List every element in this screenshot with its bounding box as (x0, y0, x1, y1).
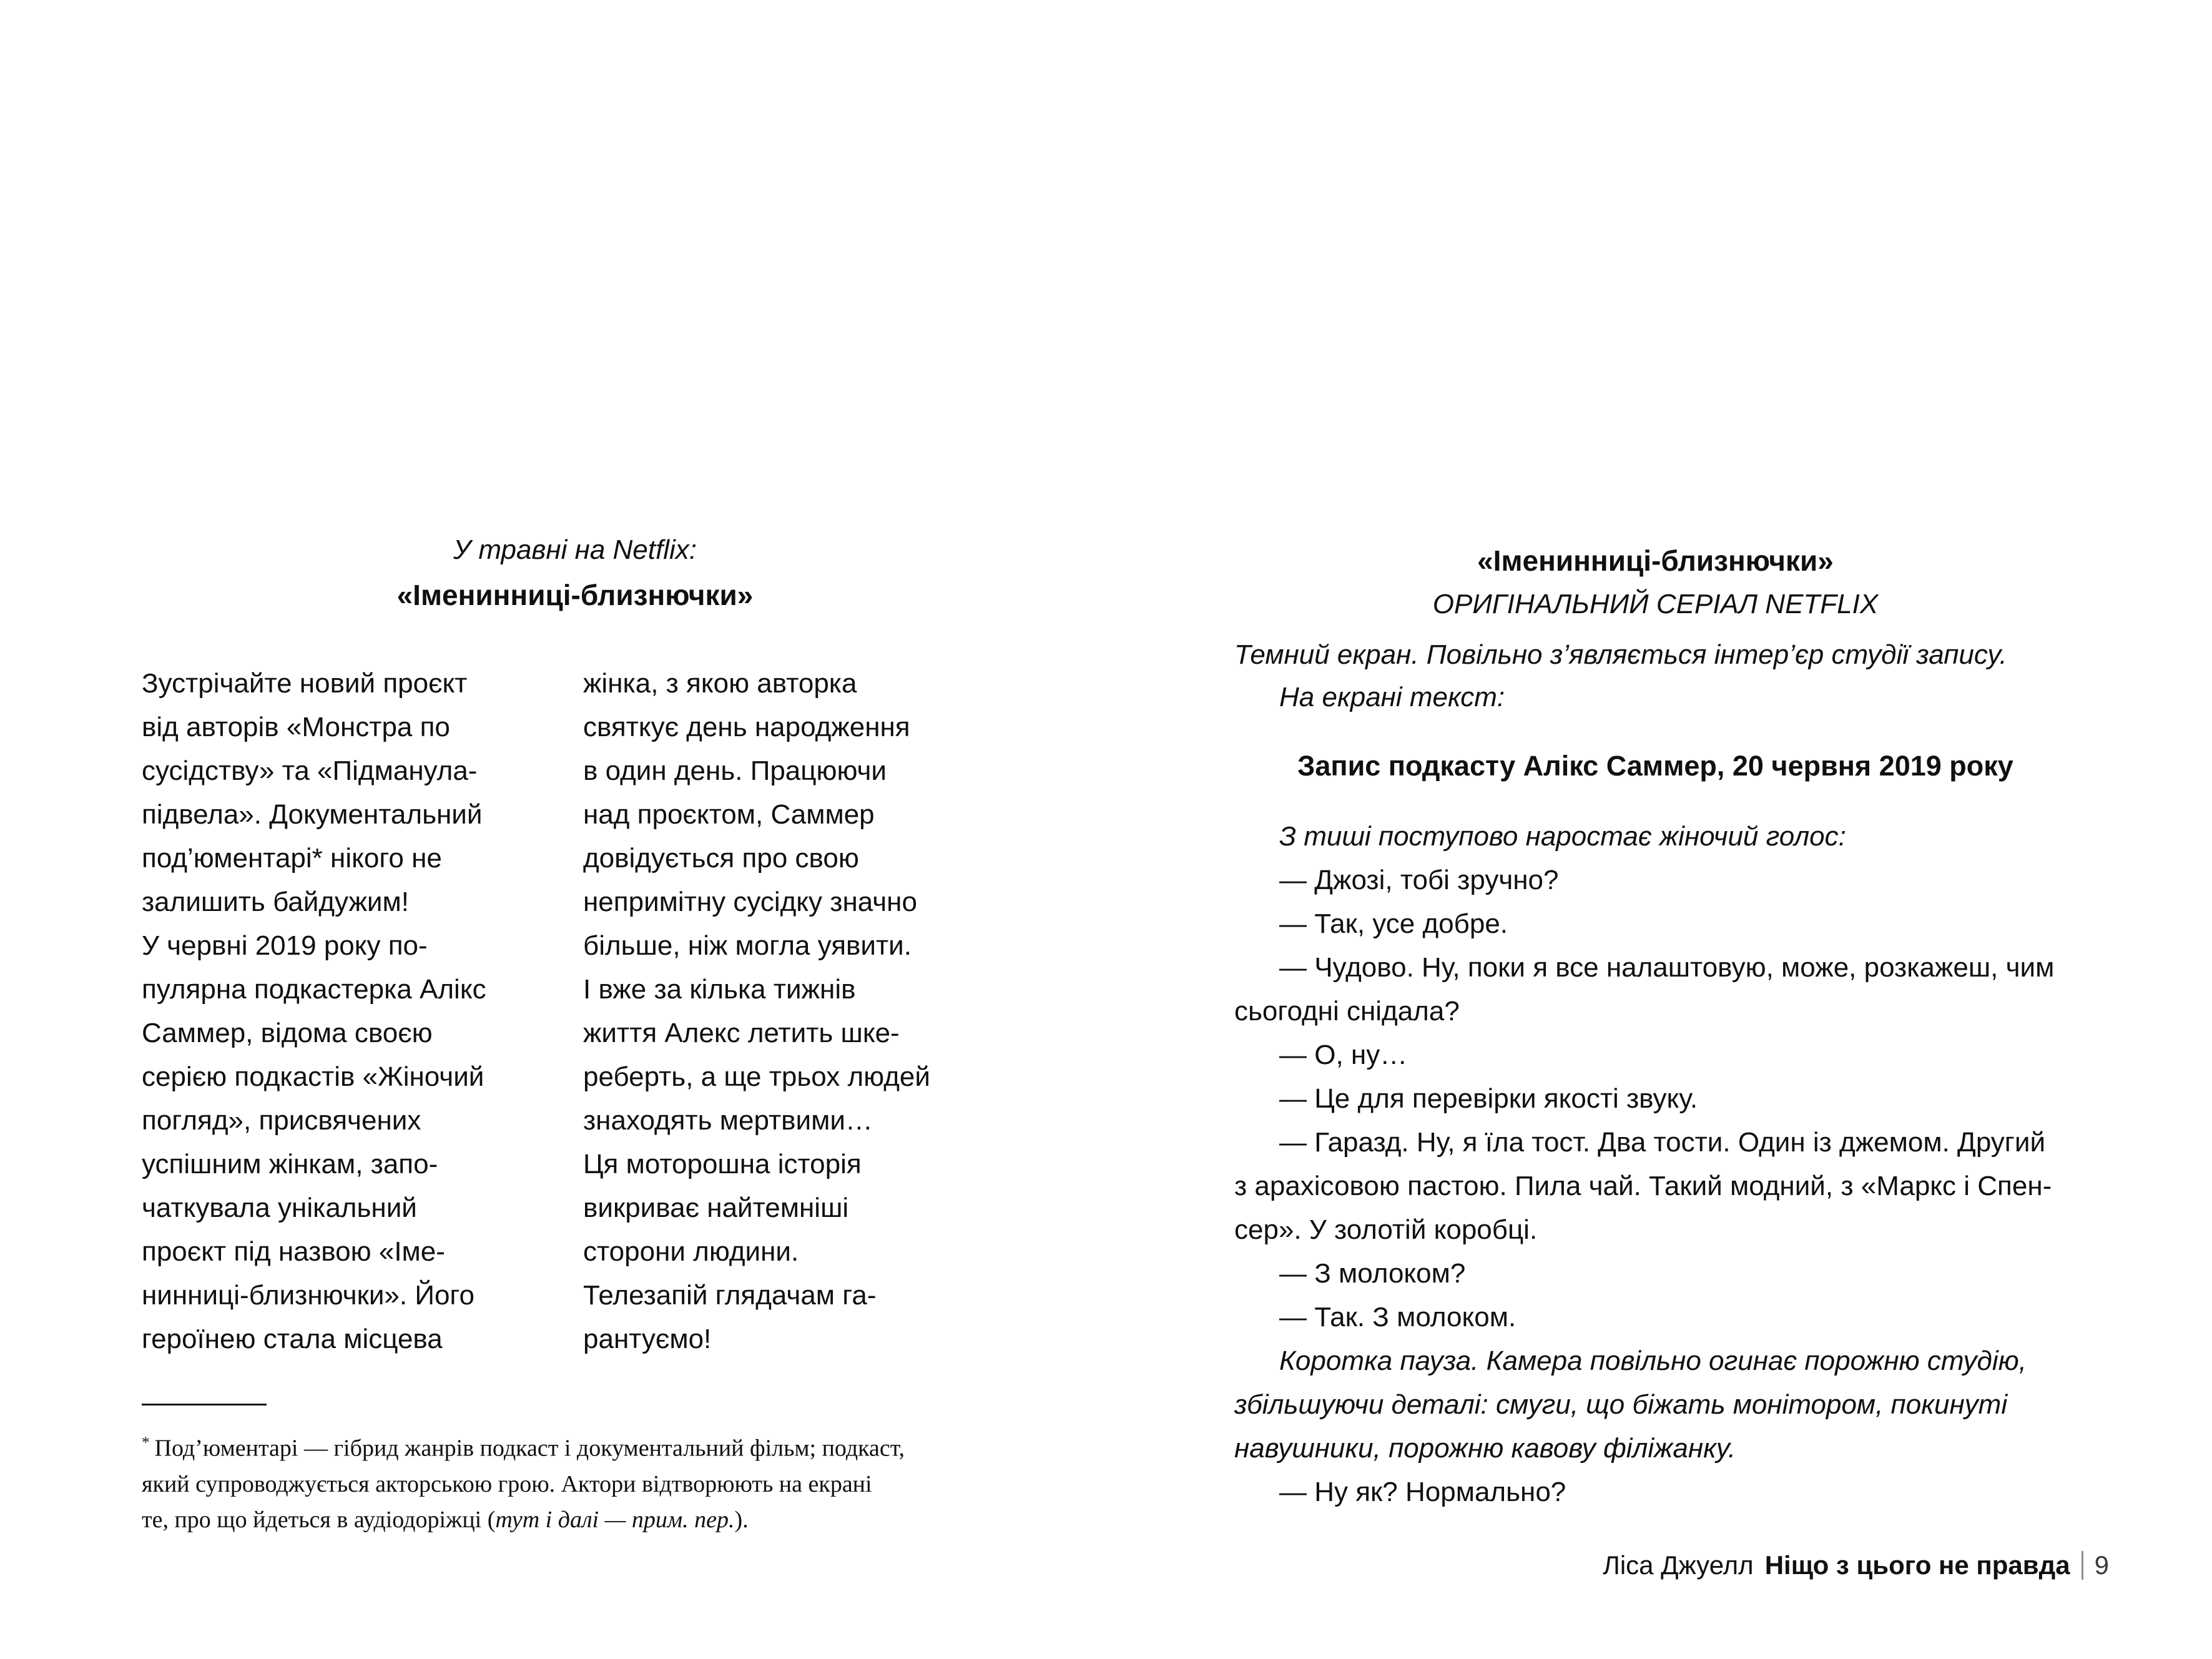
scene-intro (1234, 634, 2121, 719)
text-line: — О, ну… (1279, 1040, 1408, 1070)
text-line: жінка, з якою авторка (583, 668, 857, 699)
text-line: реберть, а ще трьох людей (583, 1061, 930, 1092)
dialogue-paragraph (1234, 1121, 2108, 1252)
footnote-line: який супроводжується акторською грою. Актори відтворюють на екрані (142, 1470, 872, 1497)
text-line: — Гаразд. Ну, я їла тост. Два тости. Один із джемом. Другий (1279, 1127, 2046, 1158)
text-line: успішним жінкам, запо- (142, 1149, 438, 1179)
dialogue-paragraph (1234, 859, 2108, 902)
text-line: непримітну сусідку значно (583, 887, 917, 917)
footnote-divider (142, 1404, 267, 1405)
book-title: Ніщо з цього не правда (1764, 1550, 2070, 1580)
text-line: святкує день народження (583, 712, 910, 742)
text-line: довідується про свою (583, 843, 859, 874)
text-line: проєкт під назвою «Іме- (142, 1236, 445, 1267)
series-title: «Іменинниці-близнючки» (1477, 544, 1834, 577)
footnote-text: те, про що йдеться в аудіодоріжці ( (142, 1506, 496, 1533)
text-line: погляд», присвячених (142, 1105, 421, 1136)
stage-direction-paragraph (1234, 815, 2108, 859)
text-line: більше, ніж могла уявити. (583, 930, 912, 961)
text-line: чаткувала унікальний (142, 1193, 417, 1223)
text-line: І вже за кілька тижнів (583, 974, 856, 1005)
text-line: рантуємо! (583, 1324, 712, 1354)
script-body (1234, 815, 2108, 1514)
text-line: серією подкастів «Жіночий (142, 1061, 484, 1092)
text-line: — Це для перевірки якості звуку. (1279, 1083, 1698, 1114)
text-line: Коротка пауза. Камера повільно огинає порожню студію, (1279, 1346, 2027, 1376)
page-number: 9 (2094, 1550, 2109, 1580)
right-page-header (1234, 539, 2077, 626)
text-line: — Джозі, тобі зручно? (1279, 865, 1559, 895)
footnote-text: Под’юментарі — гібрид жанрів подкаст і документальний фільм; подкаст, (154, 1435, 905, 1462)
text-line: З тиші поступово наростає жіночий голос: (1279, 821, 1846, 852)
footnote-marker: * (142, 1434, 150, 1451)
footnote-line (142, 1425, 1053, 1467)
text-line: сусідству» та «Підманула- (142, 756, 478, 786)
stage-direction-paragraph (1234, 1339, 2108, 1470)
series-title: «Іменинниці-близнючки» (396, 579, 754, 611)
footnote-italic-note: тут і далі — прим. пер. (495, 1506, 735, 1533)
stage-direction: На екрані текст: (1279, 682, 1505, 712)
text-line: Ця моторошна історія (583, 1149, 862, 1179)
text-line: залишить байдужим! (142, 887, 409, 917)
text-line: сер». У золотій коробці. (1234, 1214, 1538, 1245)
text-line: підвела». Документальний (142, 799, 483, 830)
footnote (142, 1425, 1053, 1538)
text-line: над проєктом, Саммер (583, 799, 875, 830)
text-line: героїнею стала місцева (142, 1324, 443, 1354)
text-line: У червні 2019 року по- (142, 930, 428, 961)
stage-direction: Темний екран. Повільно з’являється інтер’єр студії запису. (1234, 639, 2007, 670)
blurb-column-left (142, 662, 579, 1361)
text-line: — Чудово. Ну, поки я все налаштовую, може, розкажеш, чим (1279, 952, 2055, 983)
footnote-text: ). (734, 1506, 749, 1533)
text-line: сторони людини. (583, 1236, 799, 1267)
dialogue-paragraph (1234, 1033, 2108, 1077)
text-line: — Ну як? Нормально? (1279, 1477, 1566, 1507)
dialogue-paragraph (1234, 902, 2108, 946)
text-line: викриває найтемніші (583, 1193, 849, 1223)
dialogue-paragraph (1234, 1077, 2108, 1121)
text-line: з арахісовою пастою. Пила чай. Такий модний, з «Маркс і Спен- (1234, 1171, 2052, 1201)
left-page-header (142, 528, 1008, 618)
dialogue-paragraph (1234, 946, 2108, 1033)
text-line: — Так, усе добре. (1279, 908, 1508, 939)
footer-divider (2082, 1551, 2083, 1580)
announce-line: У травні на Netflix: (453, 534, 697, 565)
text-line: — Так. З молоком. (1279, 1302, 1516, 1332)
text-line: Саммер, відома своєю (142, 1018, 433, 1048)
text-line: сьогодні снідала? (1234, 996, 1460, 1026)
running-footer (1603, 1550, 2109, 1581)
text-line: від авторів «Монстра по (142, 712, 450, 742)
text-line: знаходять мертвими… (583, 1105, 873, 1136)
text-line: Зустрічайте новий проєкт (142, 668, 468, 699)
text-line: життя Алекс летить шке- (583, 1018, 900, 1048)
text-line: пулярна подкастерка Алікс (142, 974, 486, 1005)
footnote-line (142, 1502, 1053, 1538)
text-line: збільшуючи деталі: смуги, що біжать монітором, покинуті (1234, 1389, 2008, 1420)
dialogue-paragraph (1234, 1296, 2108, 1339)
text-line: нинниці-близнючки». Його (142, 1280, 474, 1311)
text-line: Телезапій глядачам га- (583, 1280, 877, 1311)
text-line: в один день. Працюючи (583, 756, 887, 786)
author-name: Ліса Джуелл (1603, 1550, 1754, 1580)
text-line: — З молоком? (1279, 1258, 1466, 1289)
text-line: под’юментарі* нікого не (142, 843, 442, 874)
series-subtitle: ОРИГІНАЛЬНИЙ СЕРІАЛ NETFLIX (1432, 589, 1879, 619)
dialogue-paragraph (1234, 1252, 2108, 1296)
blurb-column-right (583, 662, 1020, 1361)
dialogue-paragraph (1234, 1470, 2108, 1514)
podcast-caption: Запис подкасту Алікс Саммер, 20 червня 2019 року (1297, 750, 2013, 782)
text-line: навушники, порожню кавову філіжанку. (1234, 1433, 1736, 1464)
